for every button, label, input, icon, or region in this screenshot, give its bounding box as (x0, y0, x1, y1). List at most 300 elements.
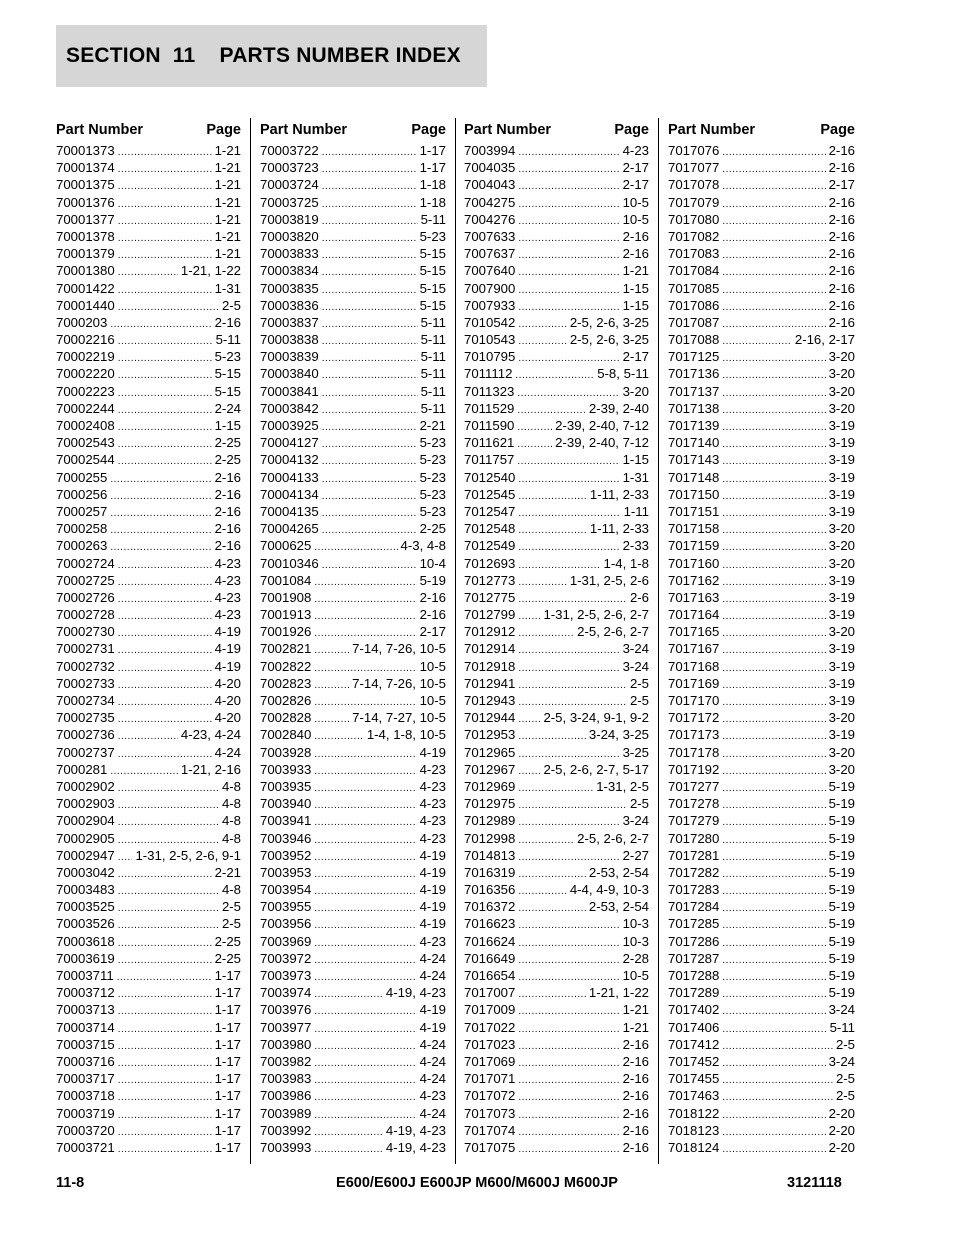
part-number: 7012969 (464, 778, 516, 794)
page-reference: 4-19 (419, 864, 446, 880)
index-row (464, 314, 649, 331)
page-reference: 7-14, 7-26, 10-5 (352, 641, 446, 657)
part-number: 70003833 (260, 246, 319, 262)
part-number: 7001908 (260, 589, 312, 605)
page-reference: 2-5 (221, 899, 241, 915)
index-row (668, 297, 855, 314)
part-number: 70002737 (56, 744, 115, 760)
part-number: 7003982 (260, 1053, 312, 1069)
dot-leader (518, 900, 586, 917)
dot-leader (117, 969, 212, 986)
part-number: 7011590 (464, 418, 515, 433)
dot-leader (314, 608, 416, 625)
page-reference: 5-19 (828, 796, 855, 812)
index-row (260, 417, 446, 434)
part-number: 7017074 (464, 1122, 516, 1138)
dot-leader (118, 625, 212, 642)
index-row (464, 159, 649, 176)
page-reference: 4-24 (214, 744, 241, 760)
part-number: 7018122 (668, 1105, 720, 1121)
index-row (668, 933, 855, 950)
part-number: 70002728 (56, 607, 115, 623)
page-reference: 2-16 (622, 228, 649, 244)
page-reference: 2-16 (828, 160, 855, 176)
part-number: 7016624 (464, 933, 516, 949)
page-reference: 3-19 (828, 503, 855, 519)
part-number: 7017009 (464, 1002, 516, 1018)
index-row (464, 984, 649, 1001)
part-number: 7017168 (668, 658, 720, 674)
page-reference: 1-17 (214, 1122, 241, 1138)
dot-leader (722, 763, 825, 780)
part-number: 7017082 (668, 228, 720, 244)
part-number: 7000257 (56, 503, 108, 519)
part-number: 7017162 (668, 572, 720, 588)
part-number: 7007900 (464, 280, 516, 296)
index-row (56, 1019, 241, 1036)
index-row (668, 950, 855, 967)
index-rows (668, 142, 855, 1156)
part-number: 7007637 (464, 246, 516, 262)
index-row (464, 1053, 649, 1070)
part-number: 7018124 (668, 1139, 720, 1155)
part-number: 7007633 (464, 228, 516, 244)
part-number: 70002905 (56, 830, 115, 846)
part-number: 70002904 (56, 813, 115, 829)
part-number: 7016356 (464, 882, 516, 898)
index-row (56, 417, 241, 434)
dot-leader (118, 282, 212, 299)
part-number: 7004035 (464, 160, 516, 176)
page-reference: 3-24 (828, 1053, 855, 1069)
dot-leader (722, 402, 825, 419)
index-row (56, 280, 241, 297)
dot-leader (118, 986, 212, 1003)
part-number: 7002821 (260, 641, 312, 657)
page-reference: 1-21 (214, 177, 241, 193)
page-reference: 2-16 (214, 486, 241, 502)
part-number: 7002840 (260, 727, 312, 743)
page-reference: 5-11 (215, 332, 241, 348)
index-row (668, 623, 855, 640)
dot-leader (118, 196, 212, 213)
index-row (260, 950, 446, 967)
page-reference: 2-39, 2-40 (588, 400, 649, 416)
index-row (668, 211, 855, 228)
index-row (56, 1001, 241, 1018)
dot-leader (118, 333, 213, 350)
dot-leader (517, 453, 619, 470)
index-row (260, 915, 446, 932)
index-row (668, 142, 855, 159)
dot-leader (722, 350, 825, 367)
page-reference: 2-39, 2-40, 7-12 (555, 435, 649, 451)
index-row (260, 675, 446, 692)
part-number: 7012965 (464, 744, 516, 760)
dot-leader (518, 213, 619, 230)
index-row (56, 572, 241, 589)
page-reference: 3-19 (828, 418, 855, 433)
dot-leader (722, 333, 792, 350)
page-reference: 2-16 (622, 1053, 649, 1069)
page-reference: 2-16 (828, 280, 855, 296)
index-row (56, 297, 241, 314)
page-reference: 3-24 (828, 1002, 855, 1018)
dot-leader (110, 471, 211, 488)
page-reference: 3-19 (828, 658, 855, 674)
index-row (464, 297, 649, 314)
index-row (464, 383, 649, 400)
index-row (464, 915, 649, 932)
dot-leader (322, 161, 417, 178)
page-reference: 5-11 (420, 211, 446, 227)
index-row (668, 434, 855, 451)
index-row (464, 503, 649, 520)
index-row (56, 365, 241, 382)
part-number: 7000263 (56, 538, 108, 554)
dot-leader (314, 763, 416, 780)
part-number: 7000625 (260, 538, 312, 554)
index-row (56, 469, 241, 486)
part-number: 7017172 (668, 710, 720, 726)
index-row (260, 451, 446, 468)
index-row (56, 881, 241, 898)
dot-leader (722, 230, 825, 247)
index-row (56, 830, 241, 847)
part-number: 7012775 (464, 589, 516, 605)
index-row (668, 984, 855, 1001)
page-reference: 7-14, 7-26, 10-5 (352, 675, 446, 691)
page-reference: 4-19, 4-23 (385, 1139, 446, 1155)
dot-leader (314, 814, 416, 831)
page-reference: 4-19 (214, 658, 241, 674)
dot-leader (518, 196, 619, 213)
part-number: 7017178 (668, 744, 720, 760)
page-reference: 2-16 (828, 228, 855, 244)
index-row (260, 726, 446, 743)
part-number: 7017136 (668, 366, 720, 382)
index-row (260, 1070, 446, 1087)
dot-leader (518, 333, 566, 350)
index-row (464, 331, 649, 348)
part-number: 7017083 (668, 246, 720, 262)
dot-leader (314, 883, 416, 900)
index-row (260, 709, 446, 726)
dot-leader (518, 917, 619, 934)
part-number: 7017289 (668, 985, 720, 1001)
index-row (668, 881, 855, 898)
part-number: 70001379 (56, 246, 115, 262)
part-number: 7017159 (668, 538, 720, 554)
part-number: 7012773 (464, 572, 516, 588)
dot-leader (110, 505, 211, 522)
page-reference: 5-19 (828, 968, 855, 983)
dot-leader (722, 900, 825, 917)
dot-leader (118, 849, 133, 866)
dot-leader (722, 1141, 825, 1158)
dot-leader (722, 471, 825, 488)
part-number: 7012967 (464, 761, 516, 777)
part-number: 70003725 (260, 194, 319, 210)
part-number: 7001084 (260, 572, 312, 588)
index-row (56, 1036, 241, 1053)
page-reference: 2-16 (214, 469, 241, 485)
part-number: 7017139 (668, 418, 720, 433)
page-reference: 1-17 (214, 1019, 241, 1035)
dot-leader (518, 642, 619, 659)
page-reference: 1-21, 2-16 (180, 761, 241, 777)
index-row (260, 194, 446, 211)
dot-leader (722, 746, 825, 763)
page-reference: 1-31, 2-5, 2-6 (569, 572, 649, 588)
dot-leader (110, 763, 178, 780)
page-reference: 1-18 (419, 177, 446, 193)
index-row (668, 1053, 855, 1070)
page-reference: 2-5 (835, 1071, 855, 1087)
part-number: 70001375 (56, 177, 115, 193)
part-number: 7011621 (464, 435, 515, 451)
part-number: 70003714 (56, 1019, 115, 1035)
page-reference: 5-15 (214, 366, 241, 382)
dot-leader (110, 522, 211, 539)
page-reference: 1-15 (622, 452, 649, 468)
index-row (668, 503, 855, 520)
part-number: 70002726 (56, 589, 115, 605)
part-number: 7011529 (464, 400, 515, 416)
page-reference: 1-21 (214, 228, 241, 244)
part-number: 7017077 (668, 160, 720, 176)
part-number: 7017283 (668, 882, 720, 898)
part-number: 7012975 (464, 796, 516, 812)
part-number: 7001913 (260, 607, 312, 623)
dot-leader (314, 1089, 416, 1106)
index-row (56, 1122, 241, 1139)
index-row (56, 1087, 241, 1104)
dot-leader (314, 711, 349, 728)
dot-leader (118, 814, 219, 831)
part-number: 7017169 (668, 675, 720, 691)
dot-leader (518, 1141, 619, 1158)
dot-leader (518, 488, 587, 505)
page-reference: 4-24 (419, 1036, 446, 1052)
page-reference: 3-19 (828, 452, 855, 468)
index-row (668, 726, 855, 743)
page-reference: 5-23 (419, 435, 446, 451)
page-reference: 4-19 (214, 641, 241, 657)
index-row (464, 778, 649, 795)
part-number: 70001440 (56, 297, 115, 313)
index-row (56, 1105, 241, 1122)
part-number: 70003713 (56, 1002, 115, 1018)
part-number: 7012545 (464, 486, 516, 502)
index-row (668, 486, 855, 503)
page-reference: 2-16 (622, 1122, 649, 1138)
part-number: 7000258 (56, 521, 108, 537)
index-row (668, 709, 855, 726)
index-row (668, 365, 855, 382)
dot-leader (314, 1072, 416, 1089)
index-row (260, 984, 446, 1001)
index-row (668, 795, 855, 812)
page-reference: 1-17 (214, 1053, 241, 1069)
page-reference: 5-19 (828, 830, 855, 846)
index-row (668, 417, 855, 434)
page-reference: 10-3 (622, 933, 649, 949)
page-reference: 4-19 (419, 882, 446, 898)
part-number: 7003986 (260, 1088, 312, 1104)
part-number: 7017022 (464, 1019, 516, 1035)
dot-leader (118, 1021, 212, 1038)
index-row (464, 520, 649, 537)
dot-leader (322, 557, 417, 574)
page-reference: 2-16 (622, 246, 649, 262)
index-row (464, 950, 649, 967)
part-number: 70003722 (260, 143, 319, 158)
part-number: 70002408 (56, 418, 115, 433)
part-number: 7012540 (464, 469, 516, 485)
dot-leader (314, 728, 363, 745)
dot-leader (118, 866, 212, 883)
part-number: 7017086 (668, 297, 720, 313)
dot-leader (722, 1107, 825, 1124)
index-row (56, 194, 241, 211)
part-number: 7017143 (668, 452, 720, 468)
dot-leader (518, 574, 566, 591)
part-number: 7010542 (464, 314, 516, 330)
part-number: 7017138 (668, 400, 720, 416)
page-reference: 2-20 (828, 1105, 855, 1121)
part-number: 70002732 (56, 658, 115, 674)
dot-leader (722, 1003, 825, 1020)
dot-leader (518, 144, 619, 161)
page-reference: 5-19 (828, 882, 855, 898)
index-row (668, 744, 855, 761)
index-row (56, 847, 241, 864)
page-reference: 1-15 (622, 280, 649, 296)
index-row (668, 898, 855, 915)
part-number: 7017279 (668, 813, 720, 829)
page-reference: 2-27 (622, 847, 649, 863)
dot-leader (322, 144, 417, 161)
dot-leader (518, 1089, 619, 1106)
part-number: 70003839 (260, 349, 319, 365)
part-number: 7017075 (464, 1139, 516, 1155)
dot-leader (722, 557, 825, 574)
index-row (464, 933, 649, 950)
part-number: 7017288 (668, 968, 720, 983)
part-number: 70003835 (260, 280, 319, 296)
index-row (260, 537, 446, 554)
part-number: 7012918 (464, 658, 516, 674)
page-reference: 2-5 (629, 693, 649, 708)
column-header (464, 118, 649, 138)
part-number: 7017284 (668, 899, 720, 915)
index-row (668, 864, 855, 881)
page-reference: 3-19 (828, 469, 855, 485)
part-number: 7003935 (260, 778, 312, 794)
dot-leader (722, 367, 825, 384)
page-reference: 1-21 (622, 1002, 649, 1018)
dot-leader (518, 264, 619, 281)
dot-leader (314, 866, 416, 883)
page-reference: 5-8, 5-11 (597, 366, 649, 382)
page-reference: 3-19 (828, 607, 855, 623)
page-reference: 2-5, 2-6, 3-25 (569, 314, 649, 330)
page-reference: 1-21, 1-22 (588, 985, 649, 1001)
index-row (668, 159, 855, 176)
index-row (260, 280, 446, 297)
page-reference: 2-16 (828, 297, 855, 313)
dot-leader (722, 264, 825, 281)
index-row (464, 211, 649, 228)
dot-leader (722, 591, 825, 608)
index-row (260, 572, 446, 589)
index-row (260, 812, 446, 829)
part-number: 70003724 (260, 177, 319, 193)
dot-leader (314, 952, 416, 969)
index-row (464, 640, 649, 657)
index-row (464, 1122, 649, 1139)
page-reference: 2-16 (622, 1088, 649, 1104)
dot-leader (722, 436, 825, 453)
index-row (56, 486, 241, 503)
page-reference: 10-5 (622, 194, 649, 210)
part-number: 7016372 (464, 899, 516, 915)
part-number: 70002903 (56, 796, 115, 812)
dot-leader (322, 453, 417, 470)
dot-leader (118, 402, 212, 419)
index-row (56, 555, 241, 572)
dot-leader (518, 282, 619, 299)
page-reference: 1-21 (622, 263, 649, 279)
part-number: 7017287 (668, 950, 720, 966)
part-number: 7011757 (464, 452, 515, 468)
dot-leader (118, 1089, 212, 1106)
index-row (668, 658, 855, 675)
index-row (668, 555, 855, 572)
page-reference: 4-8 (221, 830, 241, 846)
dot-leader (518, 952, 619, 969)
index-row (464, 245, 649, 262)
page-reference: 1-11, 2-33 (589, 486, 649, 502)
dot-leader (322, 264, 417, 281)
index-row (464, 142, 649, 159)
index-row (464, 744, 649, 761)
index-row (260, 830, 446, 847)
part-number: 7003940 (260, 796, 312, 812)
page-reference: 4-23 (419, 830, 446, 846)
index-row (260, 434, 446, 451)
page-reference: 10-5 (419, 658, 446, 674)
index-row (260, 365, 446, 382)
part-number: 7017277 (668, 778, 720, 794)
page-reference: 5-23 (419, 469, 446, 485)
index-row (56, 400, 241, 417)
index-row (464, 606, 649, 623)
page-reference: 3-20 (828, 400, 855, 416)
index-row (668, 331, 855, 348)
page-reference: 4-23 (214, 555, 241, 571)
dot-leader (118, 350, 212, 367)
part-number: 70002736 (56, 727, 115, 743)
part-number: 70001378 (56, 228, 115, 244)
index-row (56, 640, 241, 657)
page-reference: 2-5, 2-6, 2-7 (577, 624, 649, 640)
index-row (56, 933, 241, 950)
index-row (668, 692, 855, 709)
index-row (668, 589, 855, 606)
index-rows (56, 142, 241, 1156)
